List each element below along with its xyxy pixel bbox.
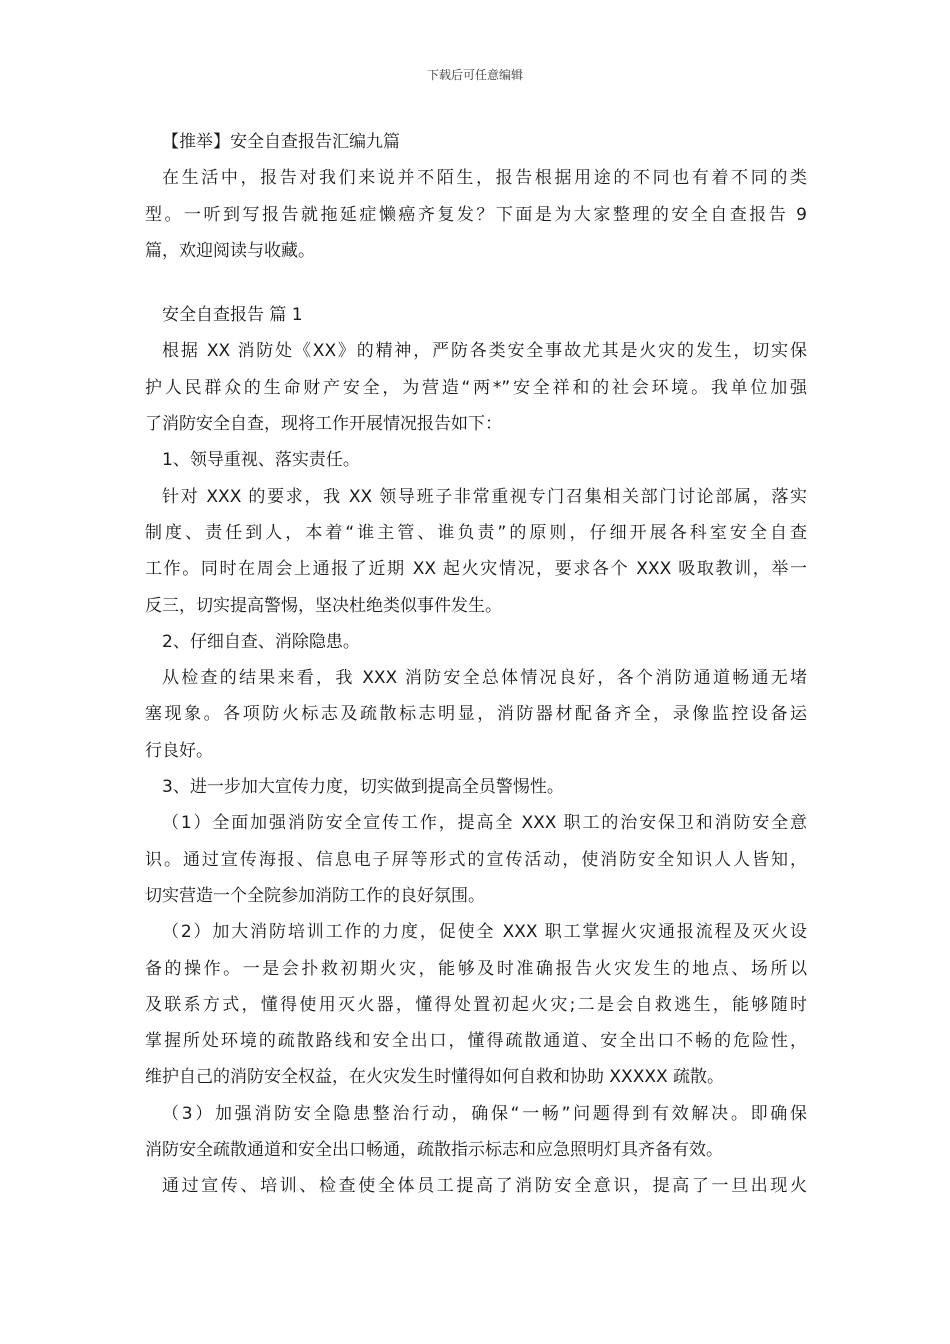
item1-title: 1、领导重视、落实责任。 (162, 450, 360, 471)
para4-line-1: 通过宣传、培训、检查使全体员工提高了消防安全意识，提高了一旦出现火 (162, 1176, 807, 1197)
document-body (145, 124, 807, 1205)
sub1-line-1: （1）全面加强消防安全宣传工作，提高全 XXX 职工的治安保卫和消防安全意 (162, 813, 807, 834)
item2-title: 2、仔细自查、消除隐患。 (162, 631, 360, 652)
sub3-line-1: （3）加强消防安全隐患整治行动，确保“一畅”问题得到有效解决。即确保 (162, 1103, 807, 1124)
para1-line-3: 了消防安全自查，现将工作开展情况报告如下： (145, 414, 502, 435)
para2-line-3: 工作。同时在周会上通报了近期 XX 起火灾情况，要求各个 XXX 吸取教训，举一 (145, 559, 807, 580)
sub2-line-2: 备的操作。一是会扑救初期火灾，能够及时准确报告火灾发生的地点、场所以 (145, 958, 807, 979)
para3-line-2: 塞现象。各项防火标志及疏散标志明显，消防器材配备齐全，录像监控设备运 (145, 704, 807, 725)
sub1-line-2: 识。通过宣传海报、信息电子屏等形式的宣传活动，使消防安全知识人人皆知， (145, 849, 807, 870)
para3-line-3: 行良好。 (145, 740, 213, 761)
para2-line-1: 针对 XXX 的要求，我 XX 领导班子非常重视专门召集相关部门讨论部属，落实 (162, 486, 807, 507)
section-title: 安全自查报告 篇 1 (162, 305, 303, 326)
sub2-line-5: 维护自己的消防安全权益，在火灾发生时懂得如何自救和协助 XXXXX 疏散。 (145, 1067, 725, 1088)
sub2-line-1: （2）加大消防培训工作的力度，促使全 XXX 职工掌握火灾通报流程及灭火设 (162, 922, 807, 943)
sub3-line-2: 消防安全疏散通道和安全出口畅通，疏散指示标志和应急照明灯具齐备有效。 (145, 1140, 723, 1161)
sub1-line-3: 切实营造一个全院参加消防工作的良好氛围。 (145, 885, 485, 906)
para1-line-1: 根据 XX 消防处《XX》的精神，严防各类安全事故尤其是火灾的发生，切实保 (162, 341, 807, 362)
item3-title: 3、进一步加大宣传力度，切实做到提高全员警惕性。 (162, 777, 564, 798)
sub2-line-4: 掌握所处环境的疏散路线和安全出口，懂得疏散通道、安全出口不畅的危险性， (145, 1031, 807, 1052)
intro-line-3: 篇，欢迎阅读与收藏。 (145, 240, 315, 261)
page-header: 下载后可任意编辑 (426, 68, 523, 82)
para1-line-2: 护人民群众的生命财产安全，为营造“两*”安全祥和的社会环境。我单位加强 (145, 377, 807, 398)
para2-line-2: 制度、责任到人，本着“谁主管、谁负责”的原则，仔细开展各科室安全自查 (145, 522, 807, 543)
section-gap (145, 269, 807, 297)
intro-line-1: 在生活中，报告对我们来说并不陌生，报告根据用途的不同也有着不同的类 (162, 168, 807, 189)
para2-line-4: 反三，切实提高警惕，坚决杜绝类似事件发生。 (145, 595, 502, 616)
document-title: 【推举】安全自查报告汇编九篇 (162, 132, 400, 152)
para3-line-1: 从检查的结果来看，我 XXX 消防安全总体情况良好，各个消防通道畅通无堵 (162, 668, 807, 689)
sub2-line-3: 及联系方式，懂得使用灭火器，懂得处置初起火灾;二是会自救逃生，能够随时 (145, 994, 807, 1015)
intro-line-2: 型。一听到写报告就拖延症懒癌齐复发？下面是为大家整理的安全自查报告 9 (145, 204, 807, 225)
